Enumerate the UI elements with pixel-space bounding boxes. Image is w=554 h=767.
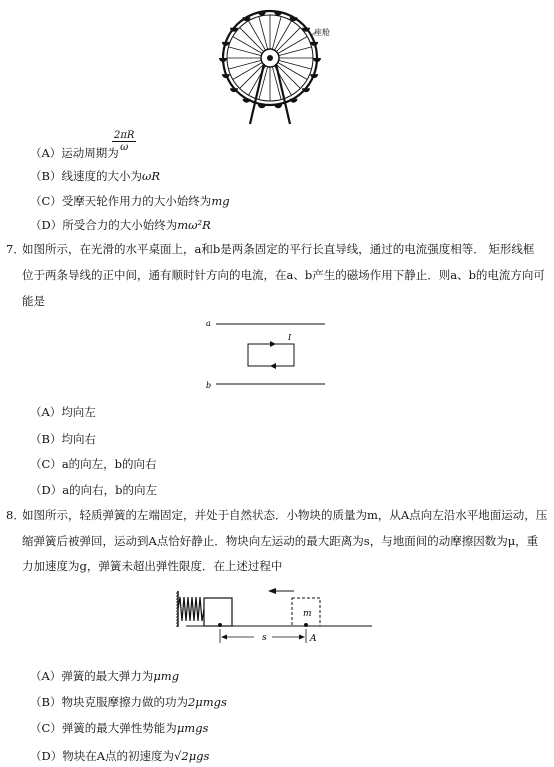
- q7-line-3: 能是: [22, 294, 45, 308]
- spring-block-figure: [176, 585, 376, 647]
- option-letter: （C）: [30, 721, 62, 735]
- option-letter: （B）: [30, 169, 62, 183]
- option-letter: （D）: [30, 218, 63, 232]
- cabin: [219, 58, 227, 62]
- option-math: mω²R: [177, 218, 211, 232]
- wires-loop-figure: [200, 314, 330, 394]
- option-text: 线速度的大小为: [61, 169, 142, 183]
- q8-option-c: [30, 720, 208, 736]
- period-fraction: [112, 130, 136, 153]
- motion-arrow: [268, 588, 276, 594]
- wire-b-label: b: [206, 381, 212, 390]
- option-math: μmgs: [176, 721, 209, 735]
- option-math: √2μgs: [174, 749, 210, 763]
- option-text: 物块在A点的初速度为: [62, 749, 175, 763]
- option-text: 物块克服摩擦力做的功为: [61, 695, 188, 709]
- fraction-numerator: 2πR: [114, 130, 135, 141]
- question-number: 7．: [6, 242, 25, 256]
- q7-option-d: [30, 482, 157, 498]
- q7-option-b: [30, 431, 96, 447]
- option-math: 2μmgs: [187, 695, 227, 709]
- cabin: [310, 74, 318, 78]
- wire-a-label: a: [206, 319, 211, 328]
- q8-option-b: [30, 694, 227, 710]
- option-letter: （B）: [30, 432, 62, 446]
- option-letter: （A）: [30, 669, 62, 683]
- cabin: [274, 104, 282, 108]
- cabin-label: 座舱: [314, 28, 330, 37]
- option-text: a的向右，b的向左: [62, 483, 157, 497]
- block-compressed: [204, 598, 232, 626]
- option-math: mg: [211, 194, 230, 208]
- q6-option-c: [30, 193, 230, 209]
- option-text: 弹簧的最大弹力为: [61, 669, 154, 683]
- q8-line-1: 如图所示，轻质弹簧的左端固定，并处于自然状态．小物块的质量为m，从A点向左沿水平地面运动，压: [22, 508, 548, 522]
- q6-option-b: [30, 168, 160, 184]
- option-text: 受摩天轮作用力的大小始终为: [61, 194, 212, 208]
- mass-label: m: [303, 609, 312, 619]
- option-letter: （C）: [30, 457, 62, 471]
- spring: [178, 597, 204, 621]
- q7-line-1: 如图所示，在光滑的水平桌面上，a和b是两条固定的平行长直导线，通过的电流强度相等． 矩形线框: [22, 242, 535, 256]
- option-letter: （D）: [30, 749, 63, 763]
- option-text: 均向左: [61, 405, 96, 419]
- option-text: 弹簧的最大弹性势能为: [61, 721, 177, 735]
- cabin: [290, 99, 298, 103]
- q7-line-2: 位于两条导线的正中间，通有顺时针方向的电流，在a、b产生的磁场作用下静止．则a、b的电流方向可: [22, 268, 545, 282]
- option-text: 均向右: [61, 432, 96, 446]
- cabin: [243, 99, 251, 103]
- option-text: 所受合力的大小始终为: [62, 218, 178, 232]
- option-letter: （B）: [30, 695, 62, 709]
- distance-label: s: [262, 633, 267, 643]
- point-a-label: A: [310, 634, 317, 644]
- option-text: a的向左，b的向右: [61, 457, 157, 471]
- cabin: [258, 104, 266, 108]
- q8-option-a: [30, 668, 179, 684]
- option-math: μmg: [153, 669, 180, 683]
- q7-option-c: [30, 456, 157, 472]
- current-label: I: [288, 333, 292, 342]
- question-number: 8．: [6, 508, 25, 522]
- q6-option-a: [30, 145, 119, 161]
- q8-line-2: 缩弹簧后被弹回，运动到A点恰好静止．物块向左运动的最大距离为s，与地面间的动摩擦因数为μ，重: [22, 534, 539, 548]
- option-text: 运动周期为: [61, 146, 119, 160]
- option-letter: （D）: [30, 483, 63, 497]
- option-math: ωR: [141, 169, 160, 183]
- q8-line-3: 力加速度为g，弹簧未超出弹性限度．在上述过程中: [22, 559, 283, 573]
- q7-option-a: [30, 404, 96, 420]
- q8-option-d: [30, 748, 209, 764]
- cabin: [222, 74, 230, 78]
- cabin: [313, 58, 321, 62]
- option-letter: （A）: [30, 146, 62, 160]
- option-letter: （C）: [30, 194, 62, 208]
- ferris-wheel-figure: [214, 2, 334, 126]
- q6-option-d: [30, 217, 211, 233]
- fraction-denominator: ω: [120, 142, 129, 153]
- option-letter: （A）: [30, 405, 62, 419]
